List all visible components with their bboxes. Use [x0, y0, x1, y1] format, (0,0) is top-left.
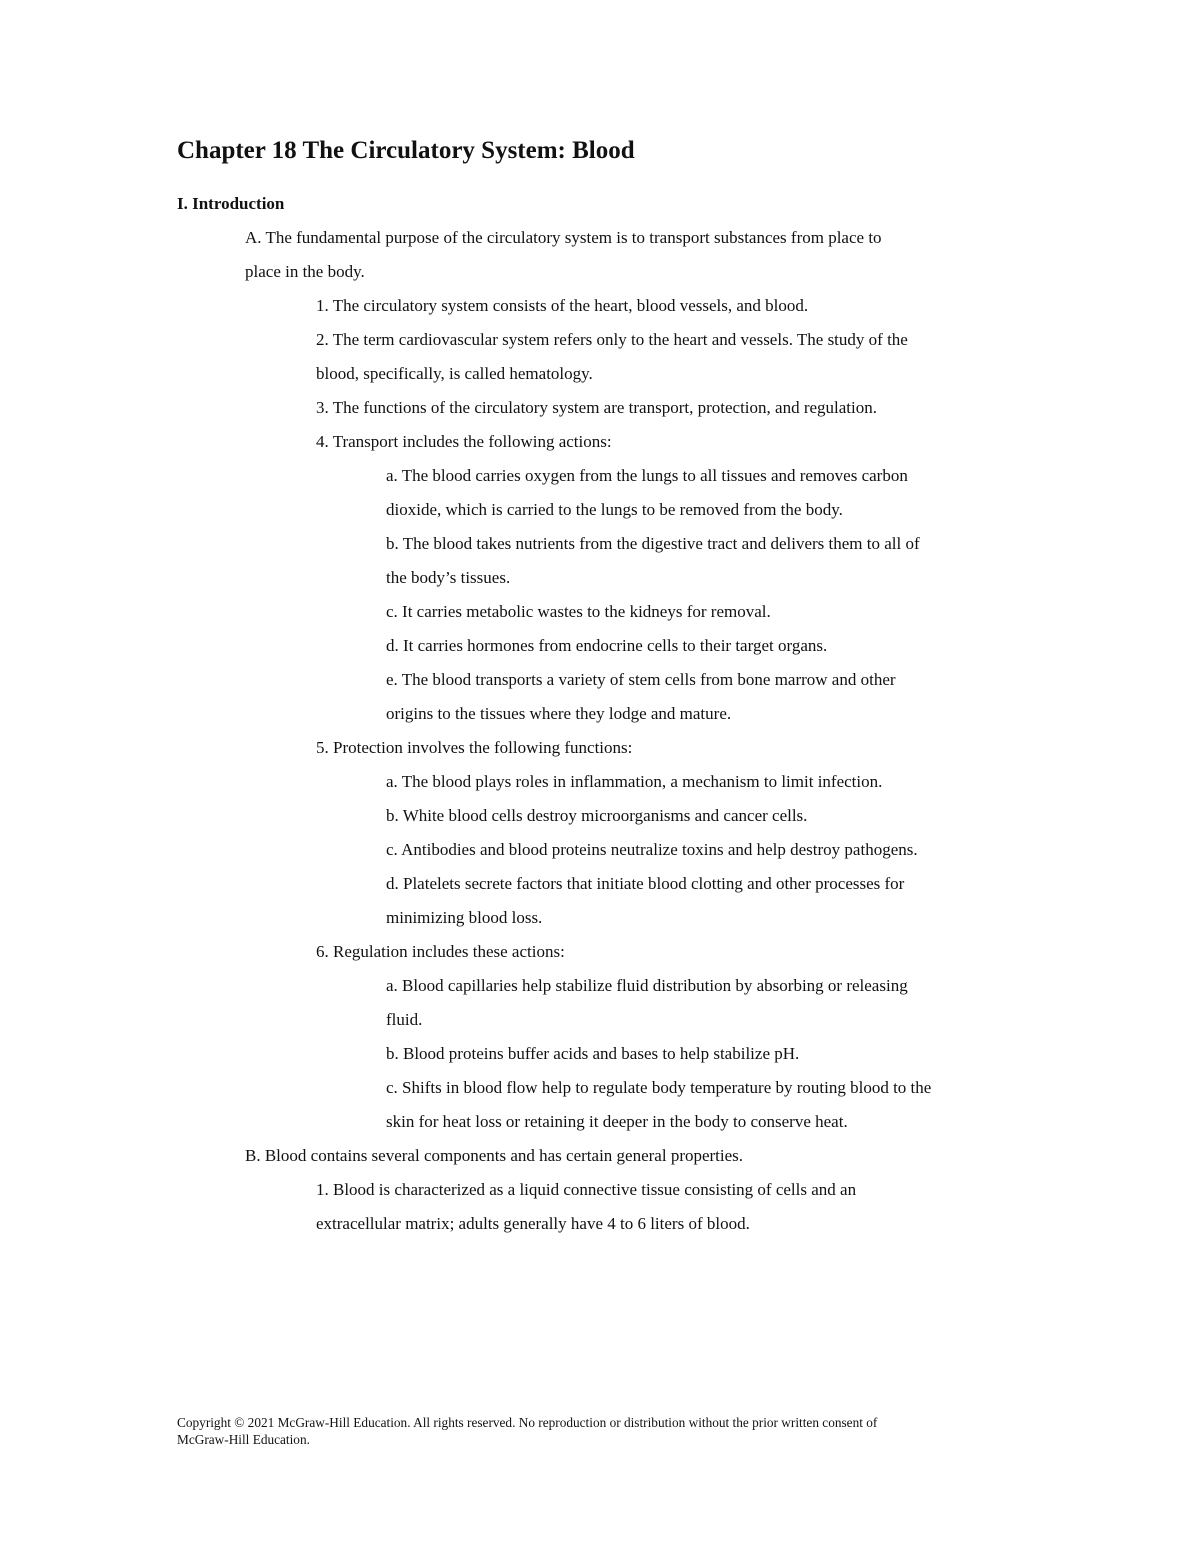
outline-line: 4. Transport includes the following actions: — [316, 432, 612, 451]
section-heading: I. Introduction — [177, 194, 285, 213]
outline-line: a. The blood carries oxygen from the lungs to all tissues and removes carbon — [386, 466, 908, 485]
outline-line: c. Antibodies and blood proteins neutralize toxins and help destroy pathogens. — [386, 840, 918, 859]
outline-line: the body’s tissues. — [386, 568, 511, 587]
outline-line: 2. The term cardiovascular system refers only to the heart and vessels. The study of the — [316, 330, 908, 349]
chapter-title: Chapter 18 The Circulatory System: Blood — [177, 137, 635, 164]
outline-line: skin for heat loss or retaining it deeper in the body to conserve heat. — [386, 1112, 848, 1131]
outline-line: origins to the tissues where they lodge and mature. — [386, 704, 732, 723]
outline-line: 3. The functions of the circulatory system are transport, protection, and regulation. — [316, 398, 877, 417]
outline-line: c. Shifts in blood flow help to regulate body temperature by routing blood to the — [386, 1078, 932, 1097]
outline-line: d. Platelets secrete factors that initiate blood clotting and other processes for — [386, 874, 905, 893]
copyright-footer — [177, 1414, 1037, 1448]
outline-line: 5. Protection involves the following functions: — [316, 738, 633, 757]
outline-line: extracellular matrix; adults generally have 4 to 6 liters of blood. — [316, 1214, 750, 1233]
outline-line: dioxide, which is carried to the lungs to be removed from the body. — [386, 500, 843, 519]
outline-line: fluid. — [386, 1010, 423, 1029]
outline-line: 1. Blood is characterized as a liquid connective tissue consisting of cells and an — [316, 1180, 857, 1199]
outline-line: d. It carries hormones from endocrine cells to their target organs. — [386, 636, 828, 655]
copyright-line-1: Copyright © 2021 McGraw-Hill Education. All rights reserved. No reproduction or distribution without the prior written consent of — [177, 1415, 878, 1430]
copyright-line-2: McGraw-Hill Education. — [177, 1432, 310, 1447]
outline-line: A. The fundamental purpose of the circulatory system is to transport substances from place to — [245, 228, 882, 247]
outline-line: b. The blood takes nutrients from the digestive tract and delivers them to all of — [386, 534, 920, 553]
outline-line: a. Blood capillaries help stabilize fluid distribution by absorbing or releasing — [386, 976, 908, 995]
outline-line: e. The blood transports a variety of stem cells from bone marrow and other — [386, 670, 896, 689]
outline-line: b. White blood cells destroy microorganisms and cancer cells. — [386, 806, 808, 825]
outline-line: minimizing blood loss. — [386, 908, 543, 927]
outline-line: c. It carries metabolic wastes to the kidneys for removal. — [386, 602, 771, 621]
outline-line: 6. Regulation includes these actions: — [316, 942, 565, 961]
outline-line: b. Blood proteins buffer acids and bases to help stabilize pH. — [386, 1044, 800, 1063]
outline-line: 1. The circulatory system consists of the heart, blood vessels, and blood. — [316, 296, 809, 315]
outline-line: B. Blood contains several components and has certain general properties. — [245, 1146, 744, 1165]
outline-body — [0, 221, 1200, 1241]
outline-line: a. The blood plays roles in inflammation, a mechanism to limit infection. — [386, 772, 883, 791]
outline-line: blood, specifically, is called hematology. — [316, 364, 593, 383]
outline-line: place in the body. — [245, 262, 365, 281]
